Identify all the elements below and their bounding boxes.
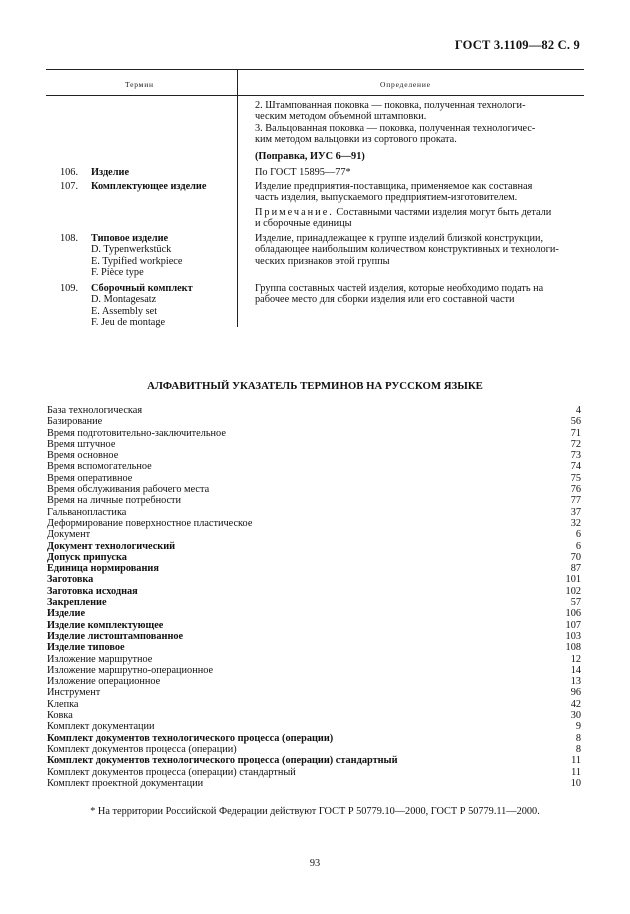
index-title: АЛФАВИТНЫЙ УКАЗАТЕЛЬ ТЕРМИНОВ НА РУССКОМ ЯЗЫКЕ — [147, 380, 483, 392]
index-entry-number: 8 — [575, 743, 581, 755]
term-number: 109. — [60, 283, 79, 294]
index-entry-number: 103 — [565, 630, 581, 642]
continued-line: 2. Штампованная поковка — поковка, полученная технологи- — [255, 100, 526, 111]
footnote: * На территории Российской Федерации действуют ГОСТ Р 50779.10—2000, ГОСТ Р 50779.11—2000. — [90, 806, 540, 817]
continued-line: ким методом вальцовки из сортового проката. — [255, 134, 457, 146]
index-entry — [47, 687, 581, 698]
index-entry — [47, 405, 581, 416]
index-entry-term: Комплект документации — [47, 721, 155, 733]
note-line: и сборочные единицы — [255, 218, 352, 230]
index-entry-number: 13 — [570, 676, 581, 688]
index-entry-number: 9 — [575, 721, 581, 733]
index-entry-number: 30 — [570, 710, 581, 722]
table-top-rule — [46, 69, 584, 70]
index-entry-number: 37 — [570, 506, 581, 518]
index-entry — [47, 518, 581, 529]
index-entry — [47, 484, 581, 495]
index-entry — [47, 755, 581, 766]
index-entry — [47, 620, 581, 631]
term-name: Изделие — [91, 167, 130, 178]
continued-definition — [255, 100, 575, 146]
index-entry-term: Заготовка — [47, 574, 94, 586]
index-entry — [47, 767, 581, 778]
term-foreign-equivalent: D. Montagesatz — [91, 294, 157, 306]
term-definition: По ГОСТ 15895—77* — [255, 167, 351, 178]
term-number: 108. — [60, 233, 79, 244]
index-entry-term: Изложение маршрутное — [47, 653, 153, 665]
index-entry — [47, 450, 581, 461]
index-entry-term: Время обслуживания рабочего места — [47, 484, 210, 496]
index-entry-number: 14 — [570, 664, 581, 676]
index-entry-number: 107 — [565, 619, 581, 631]
index-entry-number: 73 — [570, 450, 581, 462]
index-entry-number: 11 — [571, 766, 581, 778]
index-entry-number: 108 — [565, 642, 581, 654]
index-entry-number: 76 — [570, 484, 581, 496]
index-entry-number: 6 — [575, 529, 581, 541]
definition-line: часть изделия, выпускаемого предприятием-изготовителем. — [255, 192, 518, 204]
index-entry — [47, 699, 581, 710]
index-entry-number: 71 — [570, 427, 581, 439]
term-number: 106. — [60, 167, 79, 178]
term-note — [255, 207, 575, 230]
index-entry — [47, 428, 581, 439]
continued-line: 3. Вальцованная поковка — поковка, полученная технологичес- — [255, 122, 536, 134]
definition-line: Изделие, принадлежащее к группе изделий близкой конструкции, — [255, 233, 544, 244]
index-entry-number: 10 — [570, 777, 581, 789]
index-entry-term: Комплект документов технологического процесса (операции) — [47, 732, 334, 744]
note-label: Примечание. — [255, 207, 334, 218]
index-entry-term: Время оперативное — [47, 472, 133, 484]
index-entry-term: Время штучное — [47, 438, 116, 450]
index-entry-term: Базирование — [47, 416, 103, 428]
term-foreign-equivalent: D. Typenwerkstück — [91, 244, 172, 256]
index-entry-number: 42 — [570, 698, 581, 710]
index-entry — [47, 654, 581, 665]
index-entry-number: 77 — [570, 495, 581, 507]
definition-line: Изделие предприятия-поставщика, применяемое как составная — [255, 181, 533, 192]
note-line: Составными частями изделия могут быть детали — [336, 207, 552, 218]
index-entry — [47, 608, 581, 619]
index-entry-term: Изложение операционное — [47, 676, 161, 688]
index-entry — [47, 541, 581, 552]
index-entry-number: 32 — [570, 517, 581, 529]
index-entry — [47, 710, 581, 721]
index-entry-term: Время вспомогательное — [47, 461, 152, 473]
index-entry-number: 96 — [570, 687, 581, 699]
term-foreign-equivalent: F. Jeu de montage — [91, 317, 166, 329]
index-entry-number: 4 — [575, 405, 581, 416]
index-entry-number: 74 — [570, 461, 581, 473]
page-header-title: ГОСТ 3.1109—82 С. 9 — [454, 38, 580, 52]
index-entry — [47, 529, 581, 540]
index-list — [47, 405, 581, 789]
column-header-term: Термин — [125, 80, 154, 89]
term-name: Комплектующее изделие — [91, 181, 207, 192]
index-entry-term: Время подготовительно-заключительное — [47, 427, 226, 439]
index-entry — [47, 642, 581, 653]
index-entry-term: Деформирование поверхностное пластическое — [47, 517, 253, 529]
index-entry-number: 101 — [565, 574, 581, 586]
index-entry — [47, 439, 581, 450]
index-entry-term: Изделие — [47, 608, 86, 620]
index-entry — [47, 721, 581, 732]
index-entry — [47, 665, 581, 676]
index-entry — [47, 586, 581, 597]
term-definition — [255, 233, 575, 267]
index-entry — [47, 631, 581, 642]
index-entry-term: Время основное — [47, 450, 119, 462]
index-entry-term: Изложение маршрутно-операционное — [47, 664, 214, 676]
term-foreign-equivalent: E. Typified workpiece — [91, 255, 183, 267]
index-entry-term: Комплект документов технологического процесса (операции) стандартный — [47, 755, 398, 767]
index-entry — [47, 744, 581, 755]
index-entry-term: Клепка — [47, 698, 79, 710]
term-name: Типовое изделие D. Typenwerkstück E. Typified workpiece F. Pièce type — [91, 233, 231, 279]
term-name: Сборочный комплект D. Montagesatz E. Assembly set F. Jeu de montage — [91, 283, 231, 329]
term-definition — [255, 283, 575, 306]
term-definition — [255, 181, 575, 204]
index-entry-term: Время на личные потребности — [47, 495, 182, 507]
column-header-definition: Определение — [380, 80, 431, 89]
index-entry-term: Допуск припуска — [47, 551, 127, 563]
index-entry-term: Единица нормирования — [47, 563, 159, 575]
index-entry — [47, 552, 581, 563]
definition-line: обладающее наибольшим количеством конструктивных и технологи- — [255, 244, 559, 256]
definition-line: Группа составных частей изделия, которые необходимо подать на — [255, 283, 544, 294]
index-entry-number: 8 — [575, 732, 581, 744]
definition-line: ческих признаков этой группы — [255, 255, 390, 267]
index-entry-term: Закрепление — [47, 597, 107, 609]
index-entry-number: 6 — [575, 540, 581, 552]
index-entry-number: 106 — [565, 608, 581, 620]
index-entry-number: 56 — [570, 416, 581, 428]
index-entry-term: Изделие листоштампованное — [47, 630, 184, 642]
index-entry — [47, 733, 581, 744]
index-entry-term: Документ технологический — [47, 540, 176, 552]
index-entry — [47, 597, 581, 608]
index-entry-number: 87 — [570, 563, 581, 575]
index-entry-number: 70 — [570, 551, 581, 563]
index-entry-term: Изделие типовое — [47, 642, 125, 654]
index-entry — [47, 778, 581, 789]
term-foreign-equivalent: E. Assembly set — [91, 305, 158, 317]
index-entry-term: Гальванопластика — [47, 506, 127, 518]
index-entry — [47, 495, 581, 506]
index-entry — [47, 507, 581, 518]
index-entry-term: Заготовка исходная — [47, 585, 138, 597]
index-entry-number: 57 — [570, 597, 581, 609]
index-entry-term: Комплект документов процесса (операции) — [47, 743, 237, 755]
index-entry-term: База технологическая — [47, 405, 143, 416]
index-entry — [47, 461, 581, 472]
table-column-divider — [237, 69, 238, 327]
index-entry-number: 72 — [570, 438, 581, 450]
index-entry-term: Документ — [47, 529, 91, 541]
index-entry-term: Ковка — [47, 710, 73, 722]
index-entry-number: 102 — [565, 585, 581, 597]
index-entry-number: 11 — [571, 755, 581, 767]
term-foreign-equivalent: F. Pièce type — [91, 267, 144, 279]
continued-line: ческим методом объемной штамповки. — [255, 111, 427, 123]
index-entry — [47, 416, 581, 427]
table-header-rule — [46, 95, 584, 96]
index-entry — [47, 473, 581, 484]
term-number: 107. — [60, 181, 79, 192]
index-entry-term: Изделие комплектующее — [47, 619, 164, 631]
index-entry-term: Инструмент — [47, 687, 101, 699]
page-number: 93 — [309, 858, 321, 869]
index-entry-number: 75 — [570, 472, 581, 484]
amendment-note: (Поправка, ИУС 6—91) — [255, 151, 365, 162]
index-entry-term: Комплект документов процесса (операции) стандартный — [47, 766, 296, 778]
index-entry-number: 12 — [570, 653, 581, 665]
index-entry-term: Комплект проектной документации — [47, 777, 204, 789]
index-entry — [47, 563, 581, 574]
definition-line: рабочее место для сборки изделия или его составной части — [255, 294, 515, 306]
index-entry — [47, 676, 581, 687]
index-entry — [47, 574, 581, 585]
